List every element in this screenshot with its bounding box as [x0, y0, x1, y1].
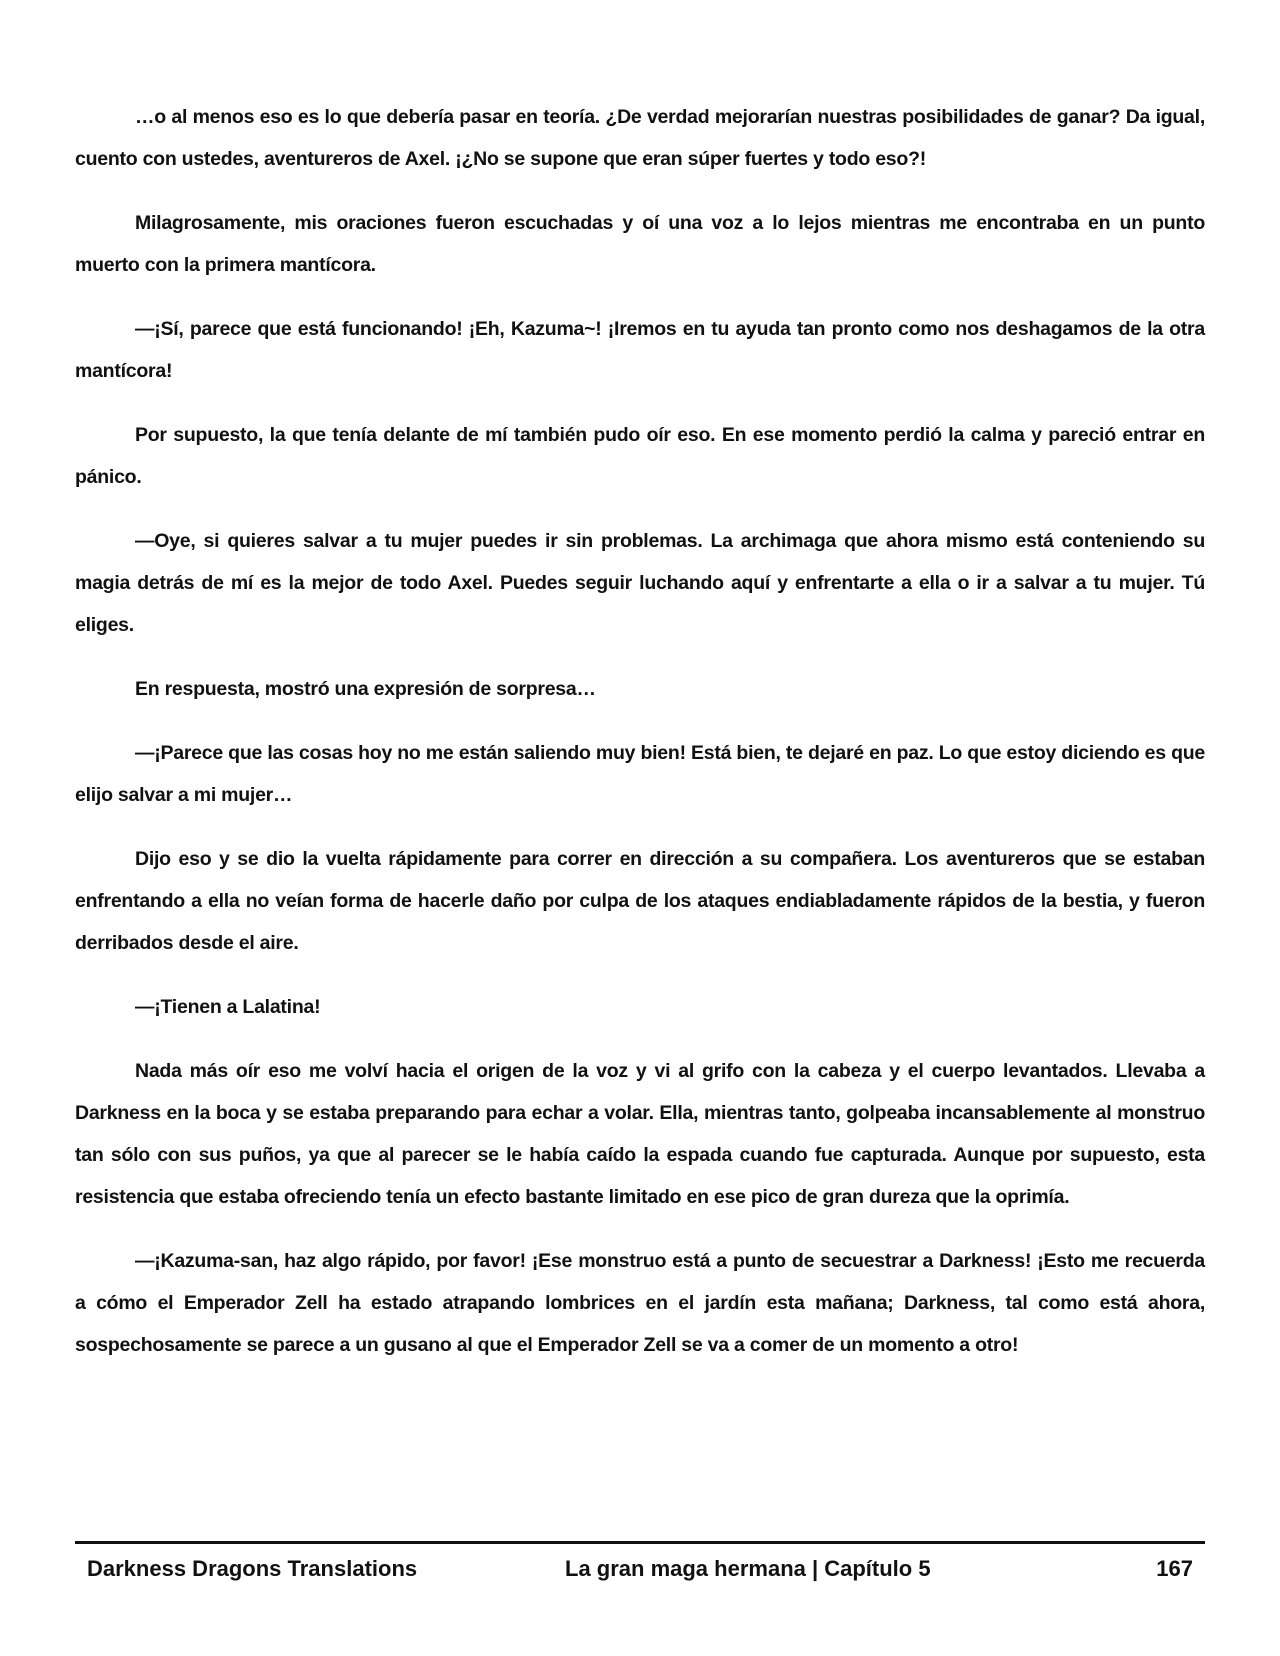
paragraph-2: Milagrosamente, mis oraciones fueron escuchadas y oí una voz a lo lejos mientras me encontraba en un punto muerto con la primera mantícora. [75, 212, 1205, 276]
paragraph-9: —¡Tienen a Lalatina! [135, 996, 321, 1018]
paragraph-7: —¡Parece que las cosas hoy no me están saliendo muy bien! Está bien, te dejaré en paz. Lo que estoy diciendo es que elijo salvar a mi mujer… [75, 742, 1205, 806]
paragraph-1: …o al menos eso es lo que debería pasar en teoría. ¿De verdad mejorarían nuestras posibilidades de ganar? Da igual, cuento con ustedes, aventureros de Axel. ¡¿No se supone que eran súper fuertes y todo eso?! [75, 106, 1205, 170]
page-body [75, 96, 1205, 1388]
footer-translator: Darkness Dragons Translations [87, 1556, 418, 1581]
paragraph-6: En respuesta, mostró una expresión de sorpresa… [135, 678, 596, 700]
paragraph-8: Dijo eso y se dio la vuelta rápidamente para correr en dirección a su compañera. Los aventureros que se estaban enfrentando a ella no veían forma de hacerle daño por culpa de los ataques endiabladamente rápidos de la bestia, y fueron derribados desde el aire. [75, 848, 1205, 954]
footer-chapter-title: La gran maga hermana | Capítulo 5 [565, 1556, 931, 1581]
paragraph-10: Nada más oír eso me volví hacia el origen de la voz y vi al grifo con la cabeza y el cuerpo levantados. Llevaba a Darkness en la boca y se estaba preparando para echar a volar. Ella, mientras tanto, golpeaba incansablemente al monstruo tan sólo con sus puños, ya que al parecer se le había caído la espada cuando fue capturada. Aunque por supuesto, esta resistencia que estaba ofreciendo tenía un efecto bastante limitado en ese pico de gran dureza que la oprimía. [75, 1060, 1205, 1208]
page-footer [75, 1541, 1205, 1594]
footer-page-number: 167 [1156, 1556, 1193, 1581]
paragraph-4: Por supuesto, la que tenía delante de mí también pudo oír eso. En ese momento perdió la calma y pareció entrar en pánico. [75, 424, 1205, 488]
paragraph-11: —¡Kazuma-san, haz algo rápido, por favor! ¡Ese monstruo está a punto de secuestrar a Darkness! ¡Esto me recuerda a cómo el Emperador Zell ha estado atrapando lombrices en el jardín esta mañana; Darkness, tal como está ahora, sospechosamente se parece a un gusano al que el Emperador Zell se va a comer de un momento a otro! [75, 1250, 1205, 1356]
paragraph-5: —Oye, si quieres salvar a tu mujer puedes ir sin problemas. La archimaga que ahora mismo está conteniendo su magia detrás de mí es la mejor de todo Axel. Puedes seguir luchando aquí y enfrentarte a ella o ir a salvar a tu mujer. Tú eliges. [75, 530, 1205, 636]
paragraph-3: —¡Sí, parece que está funcionando! ¡Eh, Kazuma~! ¡Iremos en tu ayuda tan pronto como nos deshagamos de la otra mantícora! [75, 318, 1205, 382]
